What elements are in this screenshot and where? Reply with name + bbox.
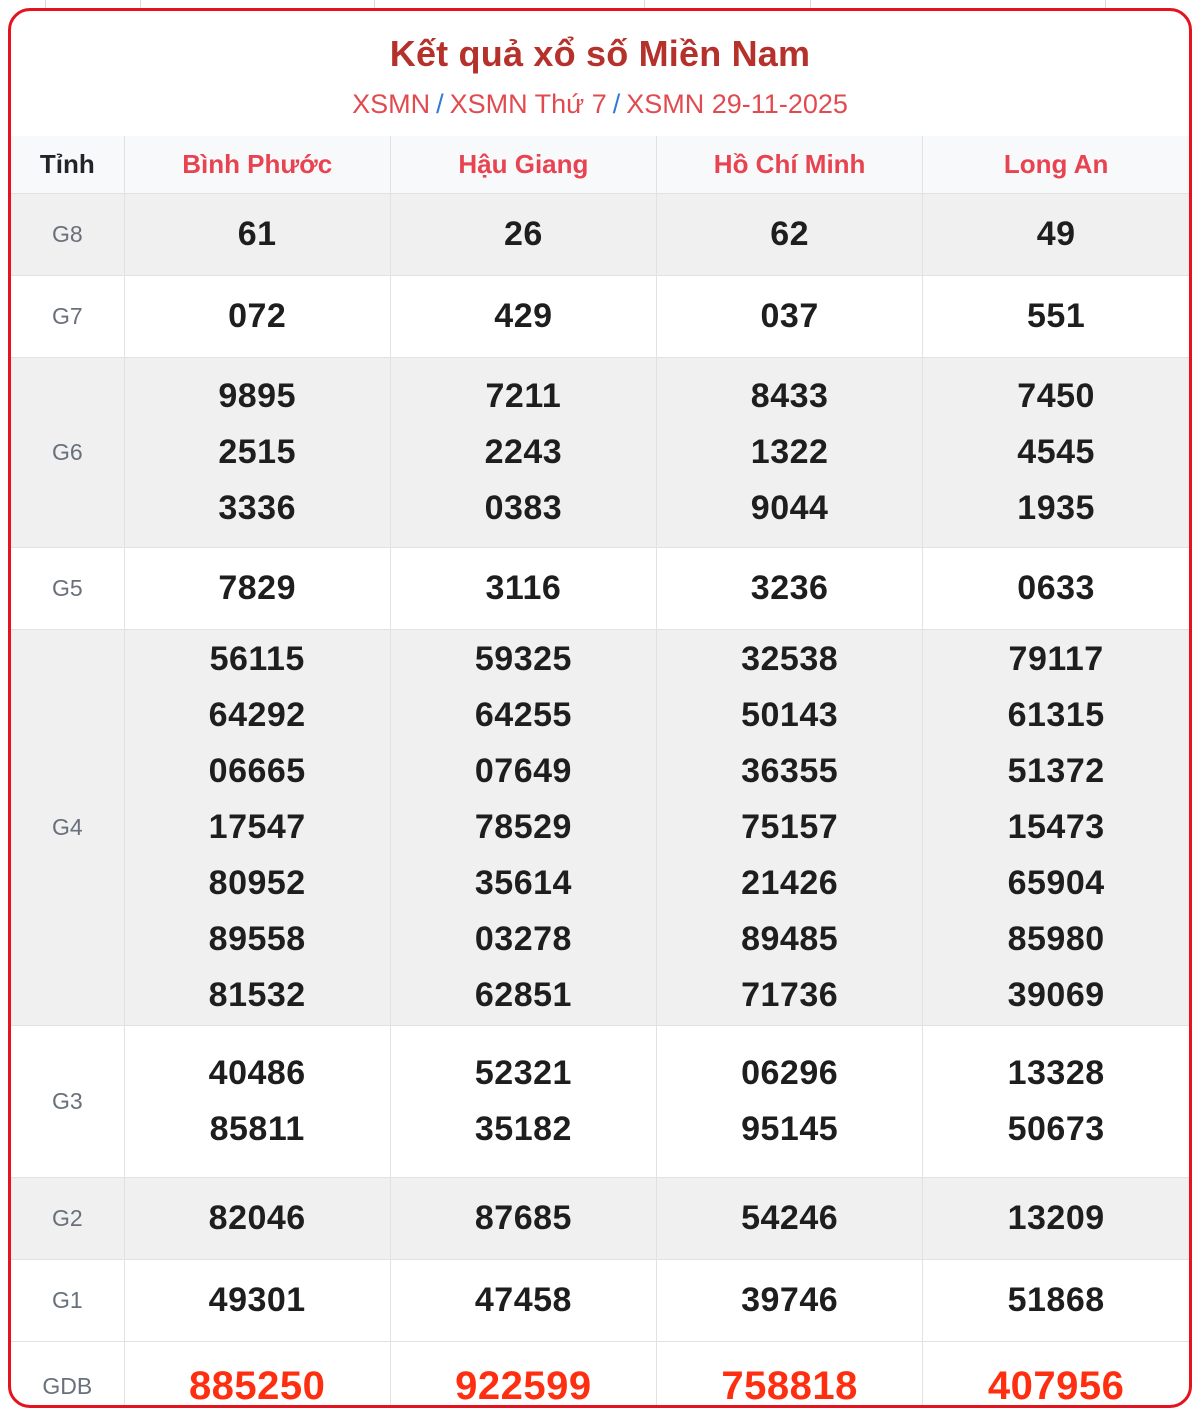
result-number: 9895 <box>218 377 296 415</box>
result-number: 61315 <box>1007 696 1105 734</box>
result-number: 95145 <box>741 1110 839 1148</box>
result-number: 072 <box>228 297 287 335</box>
prize-row-g3 <box>11 1025 1189 1177</box>
result-number: 3236 <box>750 569 829 607</box>
result-number: 79117 <box>1008 640 1104 678</box>
result-number: 54246 <box>741 1199 839 1237</box>
result-number: 0383 <box>484 489 563 527</box>
results-table <box>11 136 1189 1408</box>
result-number: 49 <box>1036 215 1076 253</box>
prize-row-g7 <box>11 275 1189 357</box>
card-header <box>11 11 1189 120</box>
result-number: 62851 <box>474 976 572 1014</box>
result-number: 49301 <box>208 1281 306 1319</box>
result-number: 59325 <box>474 640 572 678</box>
result-number: 35182 <box>474 1110 572 1148</box>
result-number: 64255 <box>474 696 572 734</box>
result-number: 3116 <box>485 569 562 607</box>
province-column-header: Tỉnh <box>11 136 124 193</box>
result-number: 56115 <box>209 640 305 678</box>
result-number: 7450 <box>1017 377 1095 415</box>
result-number: 64292 <box>208 696 306 734</box>
result-number: 81532 <box>208 976 306 1014</box>
jackpot-number: 758818 <box>721 1364 858 1408</box>
result-number: 06296 <box>741 1054 839 1092</box>
result-number: 1322 <box>750 433 829 471</box>
header-row <box>11 136 1189 193</box>
result-number: 51372 <box>1007 752 1105 790</box>
prize-label: G6 <box>11 357 124 547</box>
result-number: 8433 <box>750 377 829 415</box>
result-number: 85811 <box>209 1110 305 1148</box>
result-number: 78529 <box>474 808 572 846</box>
result-number: 4545 <box>1017 433 1095 471</box>
result-number: 51868 <box>1007 1281 1105 1319</box>
province-header-ho-chi-minh[interactable]: Hồ Chí Minh <box>657 136 923 193</box>
breadcrumb-link-xsmn-thu7[interactable]: XSMN Thứ 7 <box>449 89 607 119</box>
prize-label: G8 <box>11 193 124 275</box>
result-number: 39746 <box>741 1281 839 1319</box>
results-card <box>8 8 1192 1408</box>
result-number: 07649 <box>474 752 572 790</box>
jackpot-number: 407956 <box>987 1364 1125 1408</box>
breadcrumb-link-xsmn-date[interactable]: XSMN 29-11-2025 <box>626 89 848 119</box>
prize-row-gdb <box>11 1341 1189 1408</box>
province-header-binh-phuoc[interactable]: Bình Phước <box>124 136 390 193</box>
breadcrumb-separator: / <box>436 89 444 119</box>
prize-row-g6 <box>11 357 1189 547</box>
result-number: 551 <box>1027 297 1086 335</box>
result-number: 32538 <box>741 640 839 678</box>
breadcrumb <box>11 89 1189 120</box>
result-number: 1935 <box>1017 489 1095 527</box>
prize-row-g2 <box>11 1177 1189 1259</box>
result-number: 39069 <box>1007 976 1105 1014</box>
result-number: 89485 <box>741 920 839 958</box>
result-number: 2515 <box>218 433 296 471</box>
province-header-hau-giang[interactable]: Hậu Giang <box>390 136 656 193</box>
prize-label: G7 <box>11 275 124 357</box>
result-number: 40486 <box>208 1054 306 1092</box>
prize-label: G4 <box>11 629 124 1025</box>
result-number: 65904 <box>1007 864 1105 902</box>
jackpot-number: 885250 <box>188 1364 326 1408</box>
result-number: 82046 <box>208 1199 306 1237</box>
result-number: 13209 <box>1007 1199 1105 1237</box>
result-number: 2243 <box>484 433 563 471</box>
result-number: 7211 <box>485 377 562 415</box>
result-number: 50143 <box>741 696 839 734</box>
result-number: 3336 <box>218 489 296 527</box>
result-number: 35614 <box>474 864 572 902</box>
result-number: 26 <box>503 215 543 253</box>
prize-label: G1 <box>11 1259 124 1341</box>
prize-label: GDB <box>11 1341 124 1408</box>
prize-label: G5 <box>11 547 124 629</box>
prize-row-g8 <box>11 193 1189 275</box>
result-number: 06665 <box>208 752 306 790</box>
prize-label: G2 <box>11 1177 124 1259</box>
result-number: 87685 <box>474 1199 572 1237</box>
prize-row-g4 <box>11 629 1189 1025</box>
prize-row-g1 <box>11 1259 1189 1341</box>
prize-row-g5 <box>11 547 1189 629</box>
result-number: 03278 <box>474 920 572 958</box>
result-number: 36355 <box>741 752 839 790</box>
result-number: 85980 <box>1007 920 1105 958</box>
result-number: 89558 <box>208 920 306 958</box>
result-number: 13328 <box>1007 1054 1105 1092</box>
result-number: 62 <box>770 215 810 253</box>
result-number: 15473 <box>1007 808 1105 846</box>
result-number: 17547 <box>208 808 306 846</box>
result-number: 7829 <box>218 569 296 607</box>
result-number: 71736 <box>741 976 839 1014</box>
result-number: 52321 <box>474 1054 572 1092</box>
province-header-long-an[interactable]: Long An <box>923 136 1189 193</box>
result-number: 429 <box>494 297 553 335</box>
breadcrumb-separator: / <box>612 89 621 119</box>
breadcrumb-link-xsmn[interactable]: XSMN <box>352 89 431 119</box>
result-number: 50673 <box>1007 1110 1105 1148</box>
result-number: 61 <box>237 215 277 253</box>
page-title: Kết quả xổ số Miền Nam <box>389 33 811 74</box>
result-number: 9044 <box>750 489 829 527</box>
result-number: 21426 <box>741 864 839 902</box>
result-number: 47458 <box>474 1281 572 1319</box>
result-number: 0633 <box>1017 569 1095 607</box>
result-number: 037 <box>760 297 819 335</box>
result-number: 80952 <box>208 864 306 902</box>
prize-label: G3 <box>11 1025 124 1177</box>
result-number: 75157 <box>741 808 839 846</box>
jackpot-number: 922599 <box>455 1364 592 1408</box>
